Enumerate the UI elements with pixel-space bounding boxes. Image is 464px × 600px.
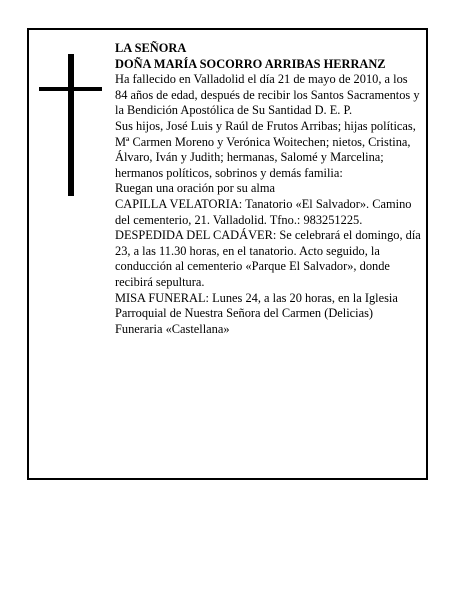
obituary-notice: [27, 28, 428, 480]
prayer-request: Ruegan una oración por su alma: [115, 181, 275, 196]
announcement-paragraph: Ha fallecido en Valladolid el día 21 de mayo de 2010, a los 84 años de edad, después de recibir los Santos Sacramentos y la Bendición Apostólica de Su Santidad D. E. P.: [115, 72, 420, 118]
title-line-1: LA SEÑORA: [115, 41, 187, 55]
cross-horizontal-bar: [39, 87, 102, 91]
funeral-mass-info: MISA FUNERAL: Lunes 24, a las 20 horas, en la Iglesia Parroquial de Nuestra Señora del Carmen (Delicias): [115, 290, 398, 321]
farewell-info: DESPEDIDA DEL CADÁVER: Se celebrará el domingo, día 23, a las 11.30 horas, en el tanatorio. Acto seguido, la conducción al cementerio «Parque El Salvador», donde recibirá sepultura.: [115, 228, 421, 289]
wake-chapel-info: CAPILLA VELATORIA: Tanatorio «El Salvador». Camino del cementerio, 21. Valladolid. Tfno.: 983251225.: [115, 196, 412, 227]
notice-text: [115, 41, 423, 337]
cross-vertical-bar: [68, 54, 74, 196]
deceased-name: DOÑA MARÍA SOCORRO ARRIBAS HERRANZ: [115, 56, 386, 71]
family-paragraph: Sus hijos, José Luis y Raúl de Frutos Arribas; hijas políticas, Mª Carmen Moreno y Verónica Woitechen; nietos, Cristina, Álvaro, Iván y Judith; hermanas, Salomé y Marcelina; hermanos políticos, sobrinos y demás familia:: [115, 118, 416, 180]
funeral-home: Funeraria «Castellana»: [115, 321, 230, 336]
